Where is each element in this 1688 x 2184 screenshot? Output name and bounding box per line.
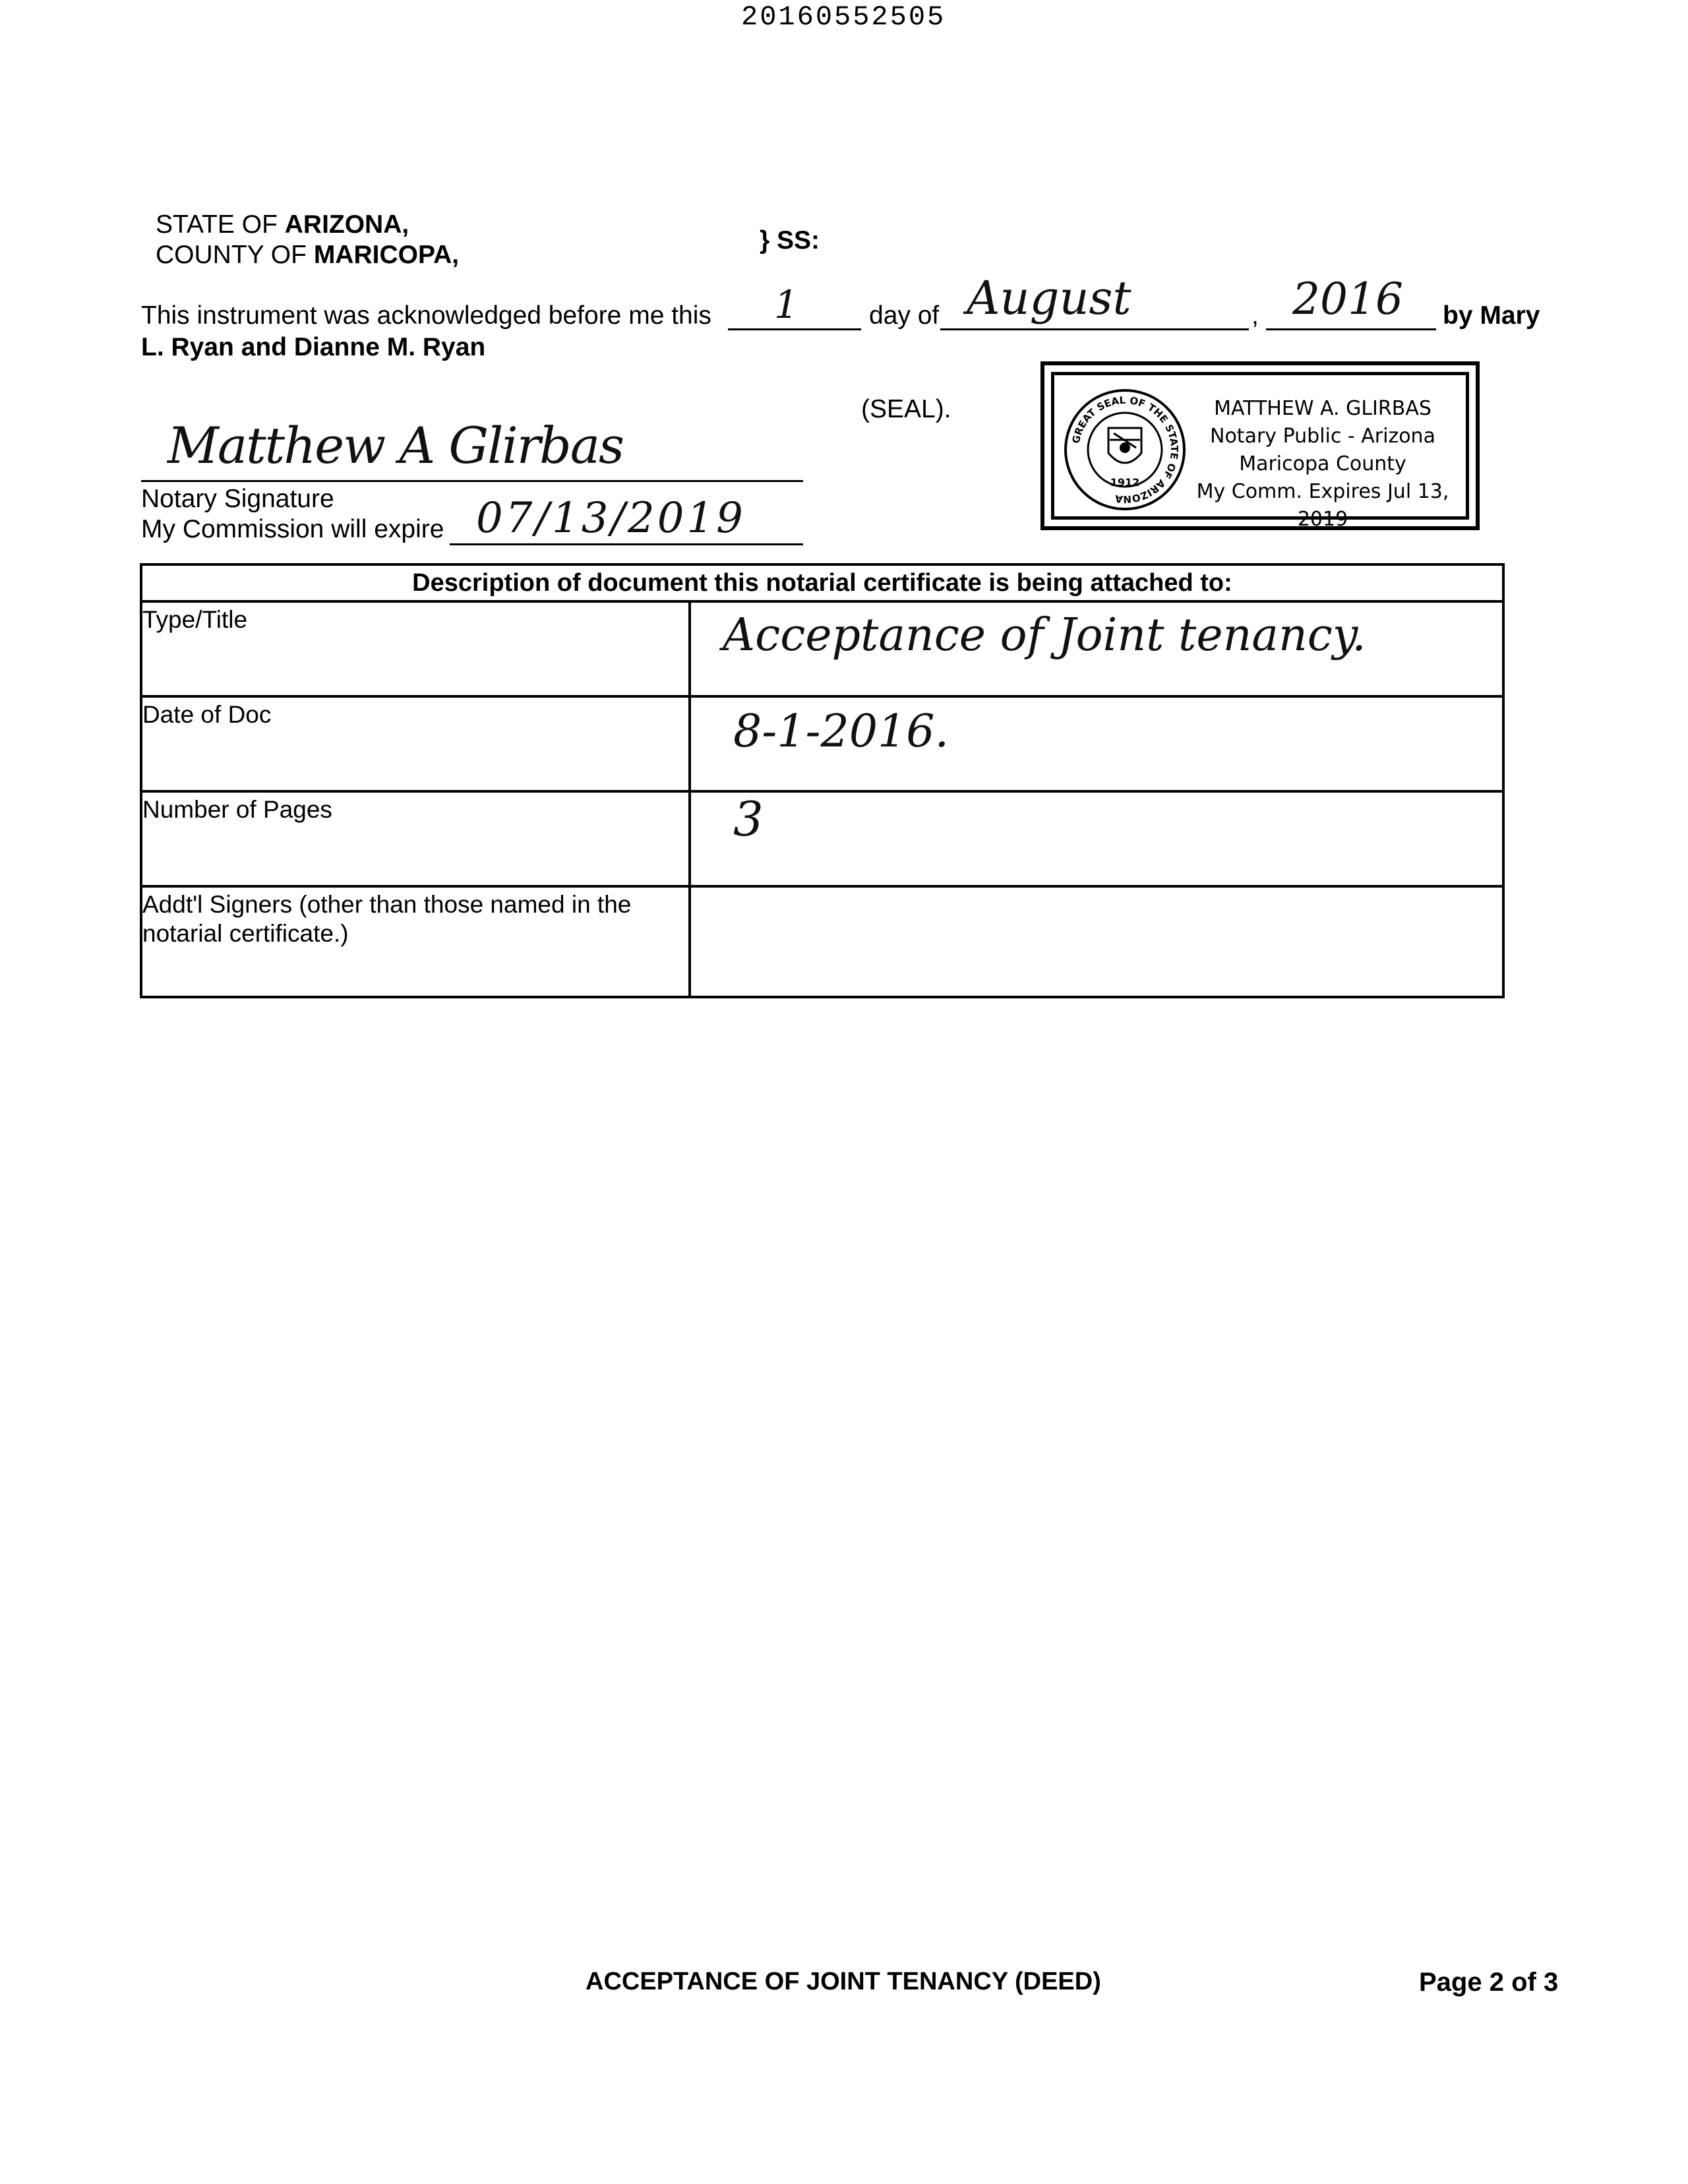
state-seal-icon bbox=[1062, 387, 1188, 512]
stamp-name: MATTHEW A. GLIRBAS bbox=[1214, 397, 1432, 420]
signers: L. Ryan and Dianne M. Ryan bbox=[141, 333, 486, 361]
table-row-type-title bbox=[142, 603, 1502, 698]
recording-number: 20160552505 bbox=[741, 1, 946, 33]
table-row-number-of-pages bbox=[142, 793, 1502, 888]
description-table bbox=[140, 563, 1505, 998]
commission-field bbox=[450, 494, 803, 545]
footer-page-number: Page 2 of 3 bbox=[1419, 1968, 1559, 1997]
state-line bbox=[156, 210, 409, 240]
state-name: ARIZONA, bbox=[284, 210, 409, 239]
row-label: Date of Doc bbox=[142, 698, 691, 790]
row-label: Number of Pages bbox=[142, 793, 691, 885]
stamp-county: Maricopa County bbox=[1239, 452, 1406, 475]
year-value: 2016 bbox=[1292, 274, 1403, 324]
ss-label: } SS: bbox=[760, 226, 820, 255]
state-prefix: STATE OF bbox=[156, 210, 278, 239]
stamp-title: Notary Public - Arizona bbox=[1210, 425, 1435, 448]
row-value-cell bbox=[694, 793, 1502, 885]
row-label: Type/Title bbox=[142, 603, 691, 695]
seal-ring-text: GREAT SEAL OF THE STATE OF ARIZONA bbox=[1070, 394, 1181, 506]
notary-stamp bbox=[1040, 361, 1480, 530]
county-prefix: COUNTY OF bbox=[156, 241, 307, 269]
table-heading: Description of document this notarial certificate is being attached to: bbox=[142, 566, 1502, 603]
month-value: August bbox=[967, 271, 1131, 325]
date-of-doc-value: 8-1-2016. bbox=[733, 706, 950, 758]
day-field bbox=[728, 282, 861, 330]
notary-signature: Matthew A Glirbas bbox=[167, 416, 624, 475]
signature-line bbox=[141, 414, 803, 482]
table-row-date-of-doc bbox=[142, 698, 1502, 793]
county-name: MARICOPA, bbox=[313, 241, 460, 269]
row-value-cell bbox=[694, 603, 1502, 695]
row-value-cell bbox=[694, 888, 1502, 996]
footer-document-title: ACCEPTANCE OF JOINT TENANCY (DEED) bbox=[586, 1968, 1101, 1995]
ack-lead-text: This instrument was acknowledged before me this bbox=[141, 301, 711, 330]
county-line bbox=[156, 240, 459, 270]
stamp-text-block bbox=[1180, 395, 1466, 533]
comma: , bbox=[1251, 301, 1259, 330]
row-value-cell bbox=[694, 698, 1502, 790]
number-of-pages-value: 3 bbox=[733, 791, 764, 847]
commission-value: 07/13/2019 bbox=[476, 494, 746, 543]
table-row-additional-signers bbox=[142, 888, 1502, 996]
type-title-value: Acceptance of Joint tenancy. bbox=[723, 609, 1366, 661]
by-label: by Mary bbox=[1443, 301, 1540, 330]
month-field bbox=[940, 271, 1249, 330]
seal-year: 1912 bbox=[1110, 476, 1140, 489]
commission-label: My Commission will expire bbox=[141, 515, 444, 543]
row-label: Addt'l Signers (other than those named in the notarial certificate.) bbox=[142, 888, 691, 996]
day-value: 1 bbox=[774, 282, 799, 327]
day-of-label: day of bbox=[869, 301, 940, 330]
signature-label: Notary Signature bbox=[141, 485, 334, 513]
seal-label: (SEAL). bbox=[861, 395, 951, 423]
stamp-expires: My Comm. Expires Jul 13, 2019 bbox=[1196, 480, 1449, 531]
year-field bbox=[1266, 274, 1436, 330]
stamp-inner-border bbox=[1051, 372, 1469, 531]
